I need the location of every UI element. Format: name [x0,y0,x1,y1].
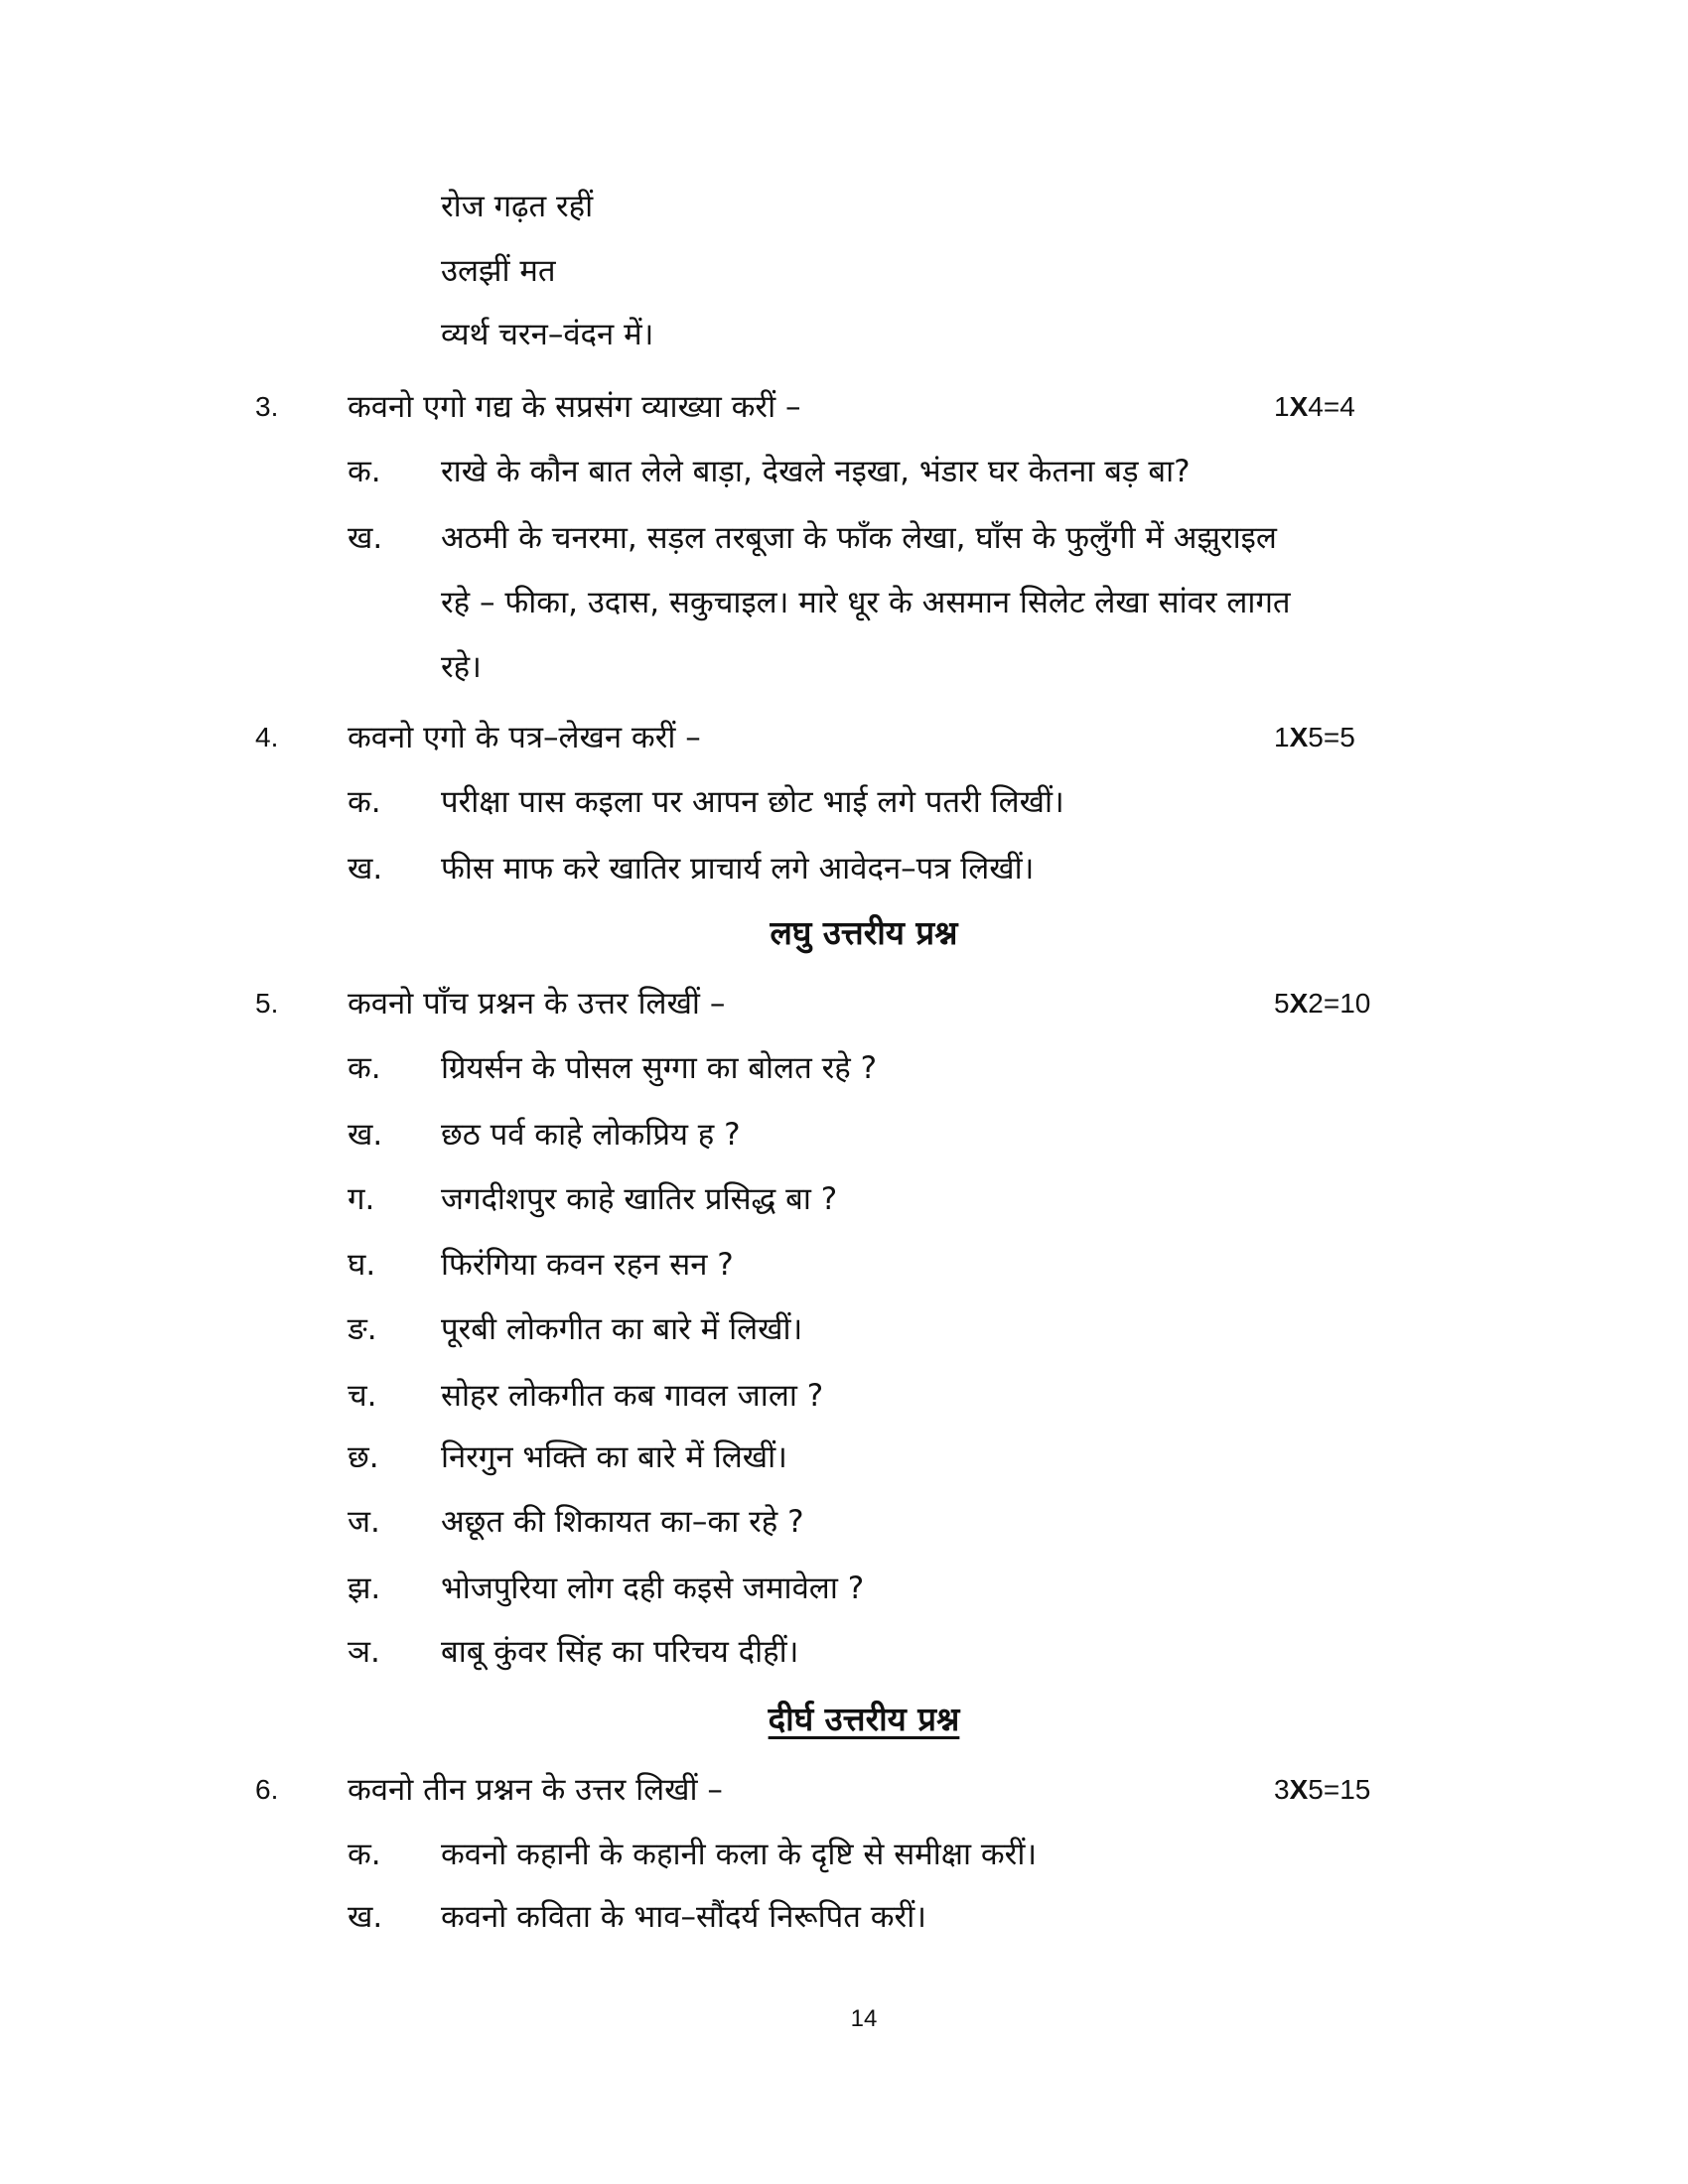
marks-a: 3 [1274,1774,1290,1805]
marks-x: X [1289,722,1309,752]
marks [1274,385,1355,429]
item-label: झ. [348,1570,381,1606]
question-text: कवनो एगो गद्य के सप्रसंग व्याख्या करीं – [348,389,801,425]
item-label: क. [348,784,381,820]
item-text: सोहर लोकगीत कब गावल जाला ? [441,1378,824,1414]
item-text: अछूत की शिकायत का–का रहे ? [441,1504,804,1540]
item-text: अठमी के चनरमा, सड़ल तरबूजा के फाँक लेखा, घाँस के फुलुँगी में अझुराइल [441,520,1277,556]
item-label: ग. [348,1181,375,1217]
item-label: क. [348,1050,381,1086]
item-text: फीस माफ करे खातिर प्राचार्य लगे आवेदन–पत्र लिखीं। [441,851,1035,887]
item-label: ख. [348,1899,383,1935]
item-text: परीक्षा पास कइला पर आपन छोट भाई लगे पतरी लिखीं। [441,784,1064,820]
poem-line: उलझीं मत [441,253,556,289]
poem-line: व्यर्थ चरन–वंदन में। [441,317,654,352]
item-text: कवनो कविता के भाव–सौंदर्य निरूपित करीं। [441,1899,927,1935]
item-label: घ. [348,1247,376,1283]
marks-x: X [1289,988,1309,1019]
marks-b: 2=10 [1308,988,1371,1019]
item-text: पूरबी लोकगीत का बारे में लिखीं। [441,1311,803,1347]
item-label: ङ. [348,1311,377,1347]
question-number: 5. [255,988,279,1019]
section-heading-long-answer-wrap [0,1698,1688,1741]
question-text: कवनो एगो के पत्र–लेखन करीं – [348,720,701,755]
item-text: निरगुन भक्ति का बारे में लिखीं। [441,1439,787,1475]
question-text: कवनो पाँच प्रश्नन के उत्तर लिखीं – [348,986,726,1022]
item-text: रहे। [441,649,482,685]
item-text: भोजपुरिया लोग दही कइसे जमावेला ? [441,1570,865,1606]
item-text: बाबू कुंवर सिंह का परिचय दीहीं। [441,1634,799,1670]
marks-a: 5 [1274,988,1290,1019]
question-number: 6. [255,1774,279,1805]
question-number: 4. [255,722,279,752]
item-label: ख. [348,520,383,556]
item-text: छठ पर्व काहे लोकप्रिय ह ? [441,1117,741,1153]
item-label: क. [348,454,381,489]
marks [1274,982,1370,1025]
question-text: कवनो तीन प्रश्नन के उत्तर लिखीं – [348,1772,723,1808]
item-label: ख. [348,1117,383,1153]
item-label: छ. [348,1439,379,1475]
marks-b: 5=15 [1308,1774,1371,1805]
item-label: क. [348,1837,381,1872]
item-text: ग्रियर्सन के पोसल सुग्गा का बोलत रहे ? [441,1050,878,1086]
marks [1274,1768,1370,1812]
poem-line: रोज गढ़त रहीं [441,189,594,224]
item-label: च. [348,1378,377,1414]
marks-a: 1 [1274,722,1290,752]
marks [1274,716,1355,759]
item-text: रहे – फीका, उदास, सकुचाइल। मारे धूर के असमान सिलेट लेखा सांवर लागत [441,585,1291,620]
item-label: ज. [348,1504,380,1540]
item-text: जगदीशपुर काहे खातिर प्रसिद्ध बा ? [441,1181,838,1217]
item-label: ख. [348,851,383,887]
item-text: कवनो कहानी के कहानी कला के दृष्टि से समीक्षा करीं। [441,1837,1038,1872]
question-number: 3. [255,391,279,422]
marks-x: X [1289,1774,1309,1805]
section-heading-short-answer: लघु उत्तरीय प्रश्न [770,913,958,952]
section-heading-long-answer: दीर्घ उत्तरीय प्रश्न [768,1700,960,1738]
marks-b: 4=4 [1308,391,1355,422]
item-label: ञ. [348,1634,380,1670]
page-number: 14 [850,2005,878,2032]
item-text: राखे के कौन बात लेले बाड़ा, देखले नइखा, भंडार घर केतना बड़ बा? [441,454,1191,489]
marks-x: X [1289,391,1309,422]
marks-b: 5=5 [1308,722,1355,752]
marks-a: 1 [1274,391,1290,422]
item-text: फिरंगिया कवन रहन सन ? [441,1247,734,1283]
